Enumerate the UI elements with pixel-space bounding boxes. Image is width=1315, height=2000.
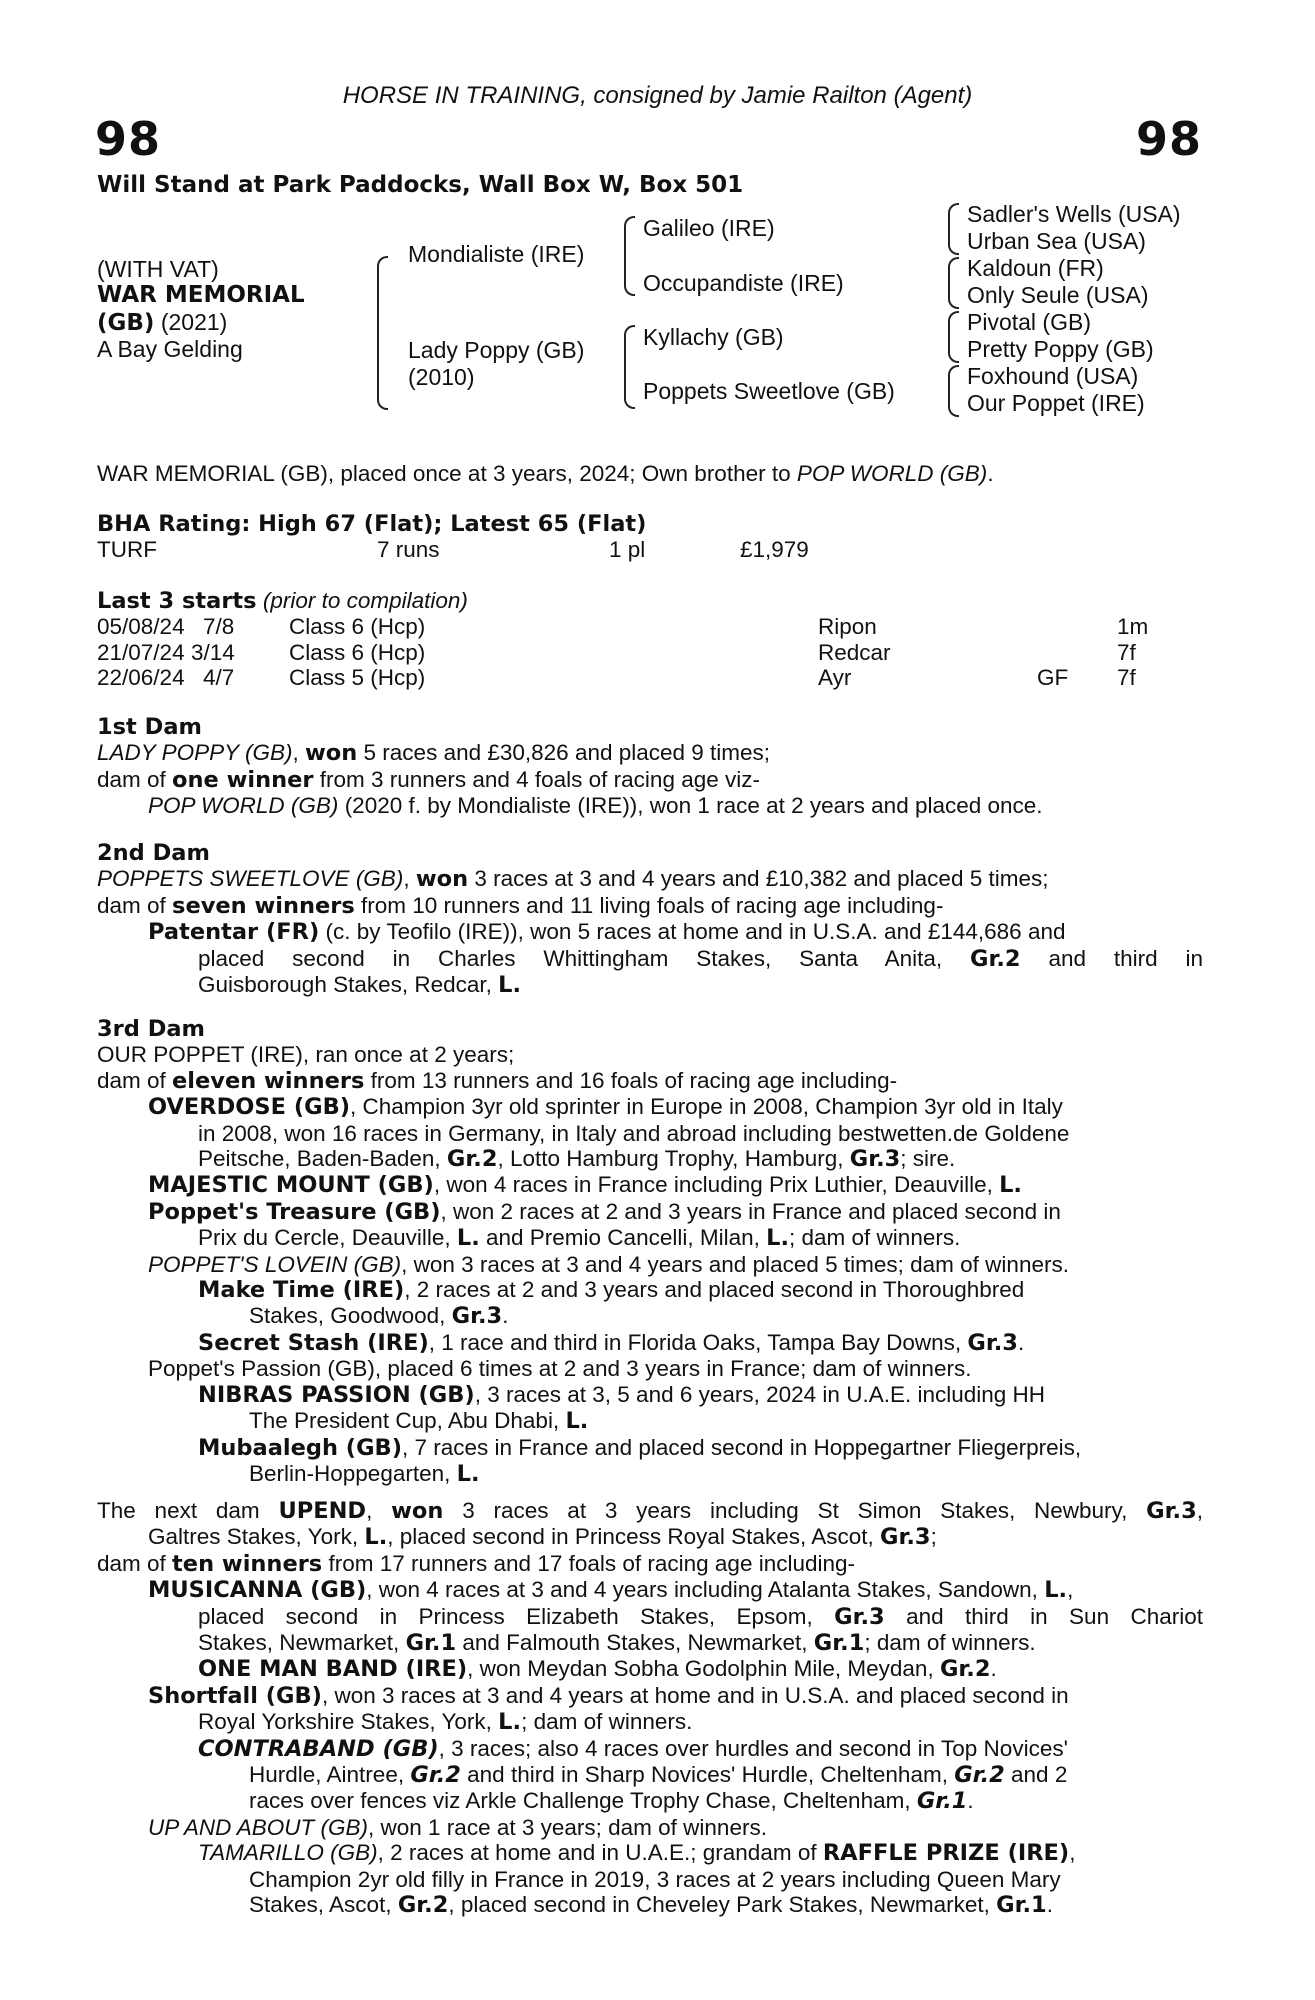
text: .	[1017, 1329, 1025, 1355]
produce-record-line: Poppet's Passion (GB), placed 6 times at 2 and 3 years in France; dam of winners.	[148, 1356, 972, 1382]
ss-dam: Urban Sea (USA)	[967, 228, 1146, 254]
start-course: Ayr	[818, 665, 852, 691]
consignor-header: HORSE IN TRAINING, consigned by Jamie Railton (Agent)	[342, 82, 973, 109]
grade: L.	[766, 1225, 790, 1252]
start-position: 7/8	[203, 614, 235, 640]
first-dam-section	[97, 715, 1203, 819]
sire-dam: Occupandiste (IRE)	[643, 270, 844, 296]
third-dam-title: 3rd Dam	[97, 1016, 205, 1042]
produce-name: Shortfall (GB)	[148, 1682, 322, 1709]
produce-record: (2020 f. by Mondialiste (IRE)), won 1 race at 2 years and placed once.	[338, 793, 1043, 819]
grade: Gr.3	[880, 1524, 931, 1551]
produce-name: Poppet's Treasure (GB)	[148, 1198, 441, 1225]
produce-record: , 7 races in France and placed second in Hoppegartner Fliegerpreis,	[402, 1434, 1082, 1460]
grade: L.	[498, 1709, 522, 1736]
last-starts-note: (prior to compilation)	[262, 588, 468, 613]
start-row	[97, 614, 1203, 639]
grade: L.	[565, 1408, 589, 1435]
text: Berlin-Hoppegarten,	[249, 1460, 457, 1486]
text: ;	[930, 1524, 937, 1550]
produce-record: , won 3 races at 3 and 4 years and placed 5 times; dam of winners.	[401, 1251, 1069, 1277]
text: .	[990, 1656, 997, 1682]
stand-location: Will Stand at Park Paddocks, Wall Box W, Box 501	[97, 172, 744, 198]
grade: Gr.3	[1146, 1498, 1197, 1524]
summary-text: WAR MEMORIAL (GB), placed once at 3 years, 2024; Own brother to	[97, 461, 797, 486]
text: The President Cup, Abu Dhabi,	[249, 1408, 566, 1434]
produce-name: NIBRAS PASSION (GB)	[198, 1381, 475, 1408]
text: The next dam	[97, 1498, 279, 1523]
start-date: 22/06/24	[97, 665, 185, 691]
text: Stakes, Ascot,	[249, 1892, 398, 1918]
grade: L.	[364, 1524, 388, 1551]
lot-number-right: 98	[1135, 112, 1202, 166]
won-label: won	[415, 866, 469, 893]
produce-name: Secret Stash (IRE)	[198, 1329, 429, 1356]
start-class: Class 6 (Hcp)	[289, 614, 426, 640]
text: ,	[1067, 1577, 1074, 1603]
text: Galtres Stakes, York,	[148, 1524, 365, 1550]
pedigree-brace-ds	[948, 311, 959, 363]
horse-description: A Bay Gelding	[97, 336, 243, 362]
dd-dam: Our Poppet (IRE)	[967, 390, 1145, 416]
next-dam-section	[97, 1498, 1203, 1919]
grade: L.	[1044, 1577, 1068, 1604]
text: and 2	[1004, 1762, 1068, 1788]
winner-count: one winner	[172, 766, 314, 793]
start-course: Redcar	[818, 639, 891, 665]
produce-record: , Champion 3yr old sprinter in Europe in 2008, Champion 3yr old in Italy	[350, 1094, 1063, 1120]
summary-end: .	[987, 461, 994, 486]
dam-record: 3 races at 3 and 4 years and £10,382 and placed 5 times;	[468, 866, 1049, 892]
text: , Lotto Hamburg Trophy, Hamburg,	[497, 1146, 850, 1172]
winner-count: seven winners	[172, 892, 355, 919]
start-class: Class 6 (Hcp)	[289, 639, 426, 665]
horse-suffix-year	[97, 309, 227, 336]
lot-number-left: 98	[95, 112, 162, 166]
sire: Mondialiste (IRE)	[408, 241, 585, 267]
text: ; sire.	[900, 1146, 956, 1172]
text: ; dam of winners.	[521, 1709, 693, 1735]
produce-summary: from 3 runners and 4 foals of racing age viz-	[313, 766, 760, 792]
third-dam-section	[97, 1017, 1203, 1487]
start-course: Ripon	[818, 614, 877, 640]
produce-record: , 2 races at 2 and 3 years and placed second in Thoroughbred	[404, 1277, 1025, 1303]
text: Hurdle, Aintree,	[249, 1762, 411, 1788]
start-row	[97, 640, 1203, 665]
text: ; dam of winners.	[789, 1225, 961, 1251]
start-date: 21/07/24	[97, 639, 185, 665]
produce-name: ONE MAN BAND (IRE)	[198, 1656, 468, 1683]
last-starts-title: Last 3 starts	[97, 588, 257, 614]
produce-name: Mubaalegh (GB)	[198, 1434, 402, 1461]
produce-name: TAMARILLO (GB)	[198, 1840, 378, 1866]
produce-prefix: dam of	[97, 1067, 173, 1093]
text: .	[967, 1788, 974, 1814]
grade: Gr.2	[410, 1762, 461, 1789]
grade: Gr.1	[405, 1630, 457, 1657]
pedigree-brace-main	[377, 256, 388, 410]
produce-record: (c. by Teofilo (IRE)), won 5 races at home and in U.S.A. and £144,686 and	[319, 919, 1066, 945]
produce-summary: from 13 runners and 16 foals of racing age including-	[364, 1067, 898, 1093]
produce-name: OVERDOSE (GB)	[148, 1094, 351, 1121]
turf-placed: 1 pl	[609, 537, 646, 563]
sd-dam: Only Seule (USA)	[967, 282, 1149, 308]
dd-sire: Foxhound (USA)	[967, 363, 1139, 389]
produce-record-line	[97, 946, 1203, 972]
produce-name: POP WORLD (GB)	[148, 793, 339, 819]
text: , placed second in Princess Royal Stakes, Ascot,	[387, 1524, 880, 1550]
grade: Gr.2	[446, 1146, 498, 1173]
text: Peitsche, Baden-Baden,	[198, 1146, 447, 1172]
text: and third in Sharp Novices' Hurdle, Cheltenham,	[460, 1762, 955, 1788]
dam-name: UPEND	[278, 1498, 367, 1524]
summary-brother: POP WORLD (GB)	[796, 461, 988, 486]
dam: Lady Poppy (GB)	[408, 337, 585, 363]
start-class: Class 5 (Hcp)	[289, 665, 426, 691]
text: and Falmouth Stakes, Newmarket,	[456, 1630, 814, 1656]
turf-runs: 7 runs	[377, 537, 440, 563]
text: Stakes, Goodwood,	[249, 1303, 452, 1329]
produce-record: , won 3 races at 3 and 4 years at home and in U.S.A. and placed second in	[321, 1682, 1069, 1708]
won-label: won	[391, 1498, 444, 1524]
pedigree-brace-dd	[948, 365, 959, 417]
produce-record: , 3 races; also 4 races over hurdles and second in Top Novices'	[438, 1735, 1068, 1761]
produce-name: Patentar (FR)	[148, 919, 320, 946]
start-distance: 1m	[1117, 614, 1149, 640]
next-dam-line	[97, 1498, 1203, 1524]
produce-name: POPPET'S LOVEIN (GB)	[148, 1251, 402, 1277]
text: ,	[1069, 1840, 1076, 1866]
second-dam-title: 2nd Dam	[97, 840, 210, 866]
ss-sire: Sadler's Wells (USA)	[967, 201, 1181, 227]
sd-sire: Kaldoun (FR)	[967, 255, 1104, 281]
produce-prefix: dam of	[97, 1550, 173, 1576]
text: ,	[366, 1498, 392, 1523]
separator: ,	[403, 866, 416, 892]
dam-sire: Kyllachy (GB)	[643, 324, 784, 350]
grade: Gr.3	[834, 1603, 885, 1630]
grade: Gr.2	[970, 945, 1021, 972]
produce-summary: from 10 runners and 11 living foals of racing age including-	[354, 892, 944, 918]
start-distance: 7f	[1117, 665, 1136, 691]
text: .	[502, 1303, 509, 1329]
produce-record: , won 1 race at 3 years; dam of winners.	[368, 1814, 767, 1840]
separator: ,	[292, 740, 306, 766]
produce-record-line: in 2008, won 16 races in Germany, in Italy and abroad including bestwetten.de Goldene	[198, 1120, 1070, 1146]
text: ; dam of winners.	[864, 1630, 1036, 1656]
text: placed second in Charles Whittingham Stakes, Santa Anita,	[198, 945, 971, 971]
produce-name: CONTRABAND (GB)	[198, 1735, 439, 1762]
won-label: won	[305, 740, 358, 767]
produce-record: , won 4 races at 3 and 4 years including Atalanta Stakes, Sandown,	[366, 1577, 1045, 1603]
pedigree-brace-sd	[948, 257, 959, 309]
pedigree-brace-ss	[948, 203, 959, 255]
text: 3 races at 3 years including St Simon Stakes, Newbury,	[443, 1498, 1147, 1523]
first-dam-title: 1st Dam	[97, 714, 202, 740]
start-distance: 7f	[1117, 639, 1136, 665]
grade: L.	[456, 1225, 480, 1252]
grade: L.	[999, 1172, 1022, 1199]
dam-dam: Poppets Sweetlove (GB)	[643, 378, 895, 404]
produce-record: , won 2 races at 2 and 3 years in France and placed second in	[440, 1198, 1061, 1224]
vat-note: (WITH VAT)	[97, 256, 219, 282]
horse-suffix: (GB)	[97, 310, 155, 336]
turf-earnings: £1,979	[740, 537, 809, 563]
dam-record: 5 races and £30,826 and placed 9 times;	[357, 740, 771, 766]
text: ,	[1196, 1498, 1203, 1523]
text: and third in Sun Chariot	[884, 1603, 1203, 1629]
produce-summary: from 17 runners and 17 foals of racing age including-	[322, 1550, 856, 1576]
text: and Premio Cancelli, Milan,	[479, 1225, 767, 1251]
rating-title: BHA Rating: High 67 (Flat); Latest 65 (Flat)	[97, 511, 647, 537]
second-dam-section	[97, 841, 1203, 998]
start-date: 05/08/24	[97, 614, 185, 640]
produce-record: , won Meydan Sobha Godolphin Mile, Meydan,	[467, 1656, 940, 1682]
ds-sire: Pivotal (GB)	[967, 309, 1091, 335]
grade: L.	[498, 972, 522, 999]
dam-record: OUR POPPET (IRE), ran once at 2 years;	[97, 1042, 515, 1068]
grade: Gr.3	[451, 1303, 503, 1330]
pedigree-brace-sire	[624, 216, 635, 296]
produce-record: , 2 races at home and in U.A.E.; grandam of	[377, 1840, 823, 1866]
grade: Gr.2	[939, 1656, 991, 1683]
text: placed second in Princess Elizabeth Stakes, Epsom,	[198, 1603, 835, 1629]
grand-produce-name: RAFFLE PRIZE (IRE)	[822, 1840, 1070, 1867]
produce-name: MAJESTIC MOUNT (GB)	[148, 1172, 434, 1199]
produce-record: , 1 race and third in Florida Oaks, Tampa Bay Downs,	[428, 1329, 968, 1355]
text: .	[1046, 1892, 1053, 1918]
text: and third in	[1020, 945, 1203, 971]
grade: L.	[456, 1460, 480, 1487]
text: , placed second in Cheveley Park Stakes, Newmarket,	[448, 1892, 997, 1918]
dam-name: LADY POPPY (GB)	[97, 740, 293, 766]
grade: Gr.2	[397, 1892, 449, 1919]
horse-year: (2021)	[154, 309, 228, 335]
text: Stakes, Newmarket,	[198, 1630, 406, 1656]
horse-name: WAR MEMORIAL	[97, 282, 305, 308]
grade: Gr.3	[849, 1146, 901, 1173]
text: Guisborough Stakes, Redcar,	[198, 972, 499, 998]
text: Royal Yorkshire Stakes, York,	[198, 1709, 499, 1735]
summary-line	[97, 461, 1203, 486]
start-position: 3/14	[191, 639, 235, 665]
winner-count: ten winners	[172, 1550, 323, 1577]
dam-year: (2010)	[408, 364, 475, 390]
winner-count: eleven winners	[172, 1067, 365, 1094]
sire-sire: Galileo (IRE)	[643, 215, 775, 241]
produce-name: Make Time (IRE)	[198, 1277, 405, 1304]
produce-prefix: dam of	[97, 892, 173, 918]
produce-record-line: Champion 2yr old filly in France in 2019, 3 races at 2 years including Queen Mary	[249, 1866, 1061, 1892]
rating-section	[97, 512, 1203, 563]
last-starts-section	[97, 588, 1203, 691]
grade: Gr.2	[954, 1762, 1005, 1789]
produce-prefix: dam of	[97, 766, 173, 792]
turf-record	[97, 537, 1203, 562]
produce-name: UP AND ABOUT (GB)	[148, 1814, 369, 1840]
produce-record: , won 4 races in France including Prix Luthier, Deauville,	[433, 1172, 1000, 1198]
ds-dam: Pretty Poppy (GB)	[967, 336, 1154, 362]
grade: Gr.3	[967, 1329, 1018, 1356]
text: Prix du Cercle, Deauville,	[198, 1225, 457, 1251]
pedigree-brace-dam	[624, 325, 635, 409]
text: races over fences viz Arkle Challenge Trophy Chase, Cheltenham,	[249, 1788, 917, 1814]
start-going: GF	[1037, 665, 1069, 691]
start-row	[97, 665, 1203, 690]
produce-name: MUSICANNA (GB)	[148, 1577, 367, 1604]
produce-record-line	[97, 1604, 1203, 1630]
grade: Gr.1	[916, 1788, 968, 1815]
produce-record: , 3 races at 3, 5 and 6 years, 2024 in U.A.E. including HH	[474, 1381, 1046, 1407]
grade: Gr.1	[813, 1630, 865, 1657]
turf-surface: TURF	[97, 537, 157, 563]
dam-name: POPPETS SWEETLOVE (GB)	[97, 866, 404, 892]
start-position: 4/7	[203, 665, 235, 691]
grade: Gr.1	[996, 1892, 1047, 1919]
